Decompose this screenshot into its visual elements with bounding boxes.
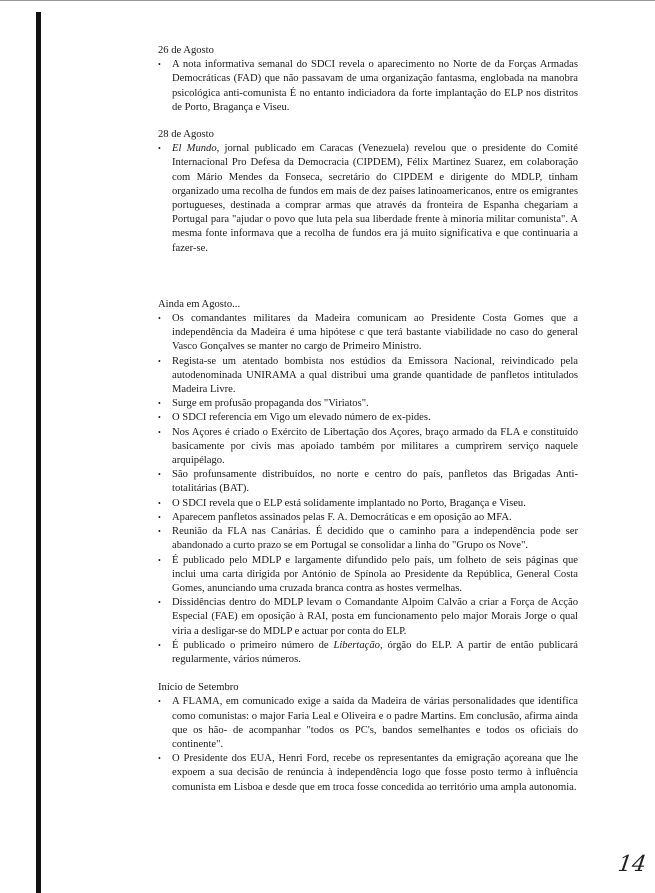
list-item-text: Dissidências dentro do MDLP levam o Comandante Alpoim Calvão a criar a Força de Acção Especial (FAE) em oposição à RAI, posta em funcionamento pelo major Morais Jorge o qual viria a desligar-se do MDLP e actuar por conta do ELP. [172, 597, 578, 637]
list-item-text: Nos Açores é criado o Exército de Libertação dos Açores, braço armado da FLA e constituído basicamente por civis mas apoiado também por militares a cumprirem serviço naquele arquipélago. [172, 426, 578, 467]
list-item [158, 639, 578, 667]
bullet-icon: • [158, 427, 161, 437]
bullet-icon: • [158, 498, 161, 508]
list-item [158, 468, 578, 496]
section-28-agosto [158, 128, 578, 256]
section-heading: 28 de Agosto [158, 129, 214, 141]
binding-margin-line [36, 12, 41, 893]
bullet-icon: • [158, 314, 161, 324]
document-body [158, 44, 578, 795]
page-top-edge [0, 0, 655, 1]
section-26-agosto [158, 44, 578, 115]
bullet-icon: • [158, 399, 161, 409]
list-item [158, 497, 578, 511]
publication-title: Libertação [333, 639, 380, 651]
section-heading: Início de Setembro [158, 682, 239, 694]
list-item [158, 142, 578, 256]
bullet-icon: • [158, 640, 161, 650]
bullet-list [158, 142, 578, 256]
list-item [158, 554, 578, 597]
list-item [158, 596, 578, 639]
list-item-text: Os comandantes militares da Madeira comunicam ao Presidente Costa Gomes que a independência da Madeira é uma hipótese c que terá bastante viabilidade no caso do general Vasco Gonçalves se manter no cargo de Primeiro Ministro. [172, 313, 578, 353]
list-item [158, 426, 578, 469]
section-heading: Ainda em Agosto... [158, 298, 241, 310]
list-item [158, 312, 578, 355]
bullet-list [158, 58, 578, 115]
bullet-icon: • [158, 60, 161, 70]
list-item-text: São profunsamente distribuídos, no norte e centro do país, panfletos das Brigadas Anti-totalitárias (BAT). [172, 469, 578, 495]
list-item-text: O Presidente dos EUA, Henri Ford, recebe os representantes da emigração açoreana que lhe expoem a sua decisão de renúncia à independência logo que fosse posto termo à influência comunista em Lisboa e desde que em troca fosse concedida ao território uma ampla autonomia. [172, 753, 578, 793]
bullet-icon: • [158, 555, 161, 565]
bullet-icon: • [158, 697, 161, 707]
bullet-icon: • [158, 470, 161, 480]
list-item-text: Surge em profusão propaganda dos "Viriatos". [172, 398, 369, 410]
publication-title: El Mundo [172, 143, 217, 155]
list-item [158, 355, 578, 398]
bullet-icon: • [158, 754, 161, 764]
list-item-text: A nota informativa semanal do SDCI revela o aparecimento no Norte de da Forças Armadas Democráticas (FAD) que não passavam de uma organização fantasma, englobada na manobra psicológica anti-comunista É no entanto indiciadora da forte implantação do ELP nos distritos de Porto, Bragança e Viseu. [172, 59, 578, 113]
list-item-text: , jornal publicado em Caracas (Venezuela) revelou que o presidente do Comité Internacional Pro Defesa da Democracia (CIPDEM), Félix Martinez Suarez, em colaboração com Mário Mendes da Fonseca, secretário do CIPDEM e dirigente do MDLP, tinham organizado uma recolha de fundos em mais de dez países latinoamericanos, entre os emigrantes portugueses, destinada a comprar armas que através da fronteira de Espanha chegariam a Portugal para "ajudar o povo que luta pela sua liberdade frente à minoria militar comunista". A mesma fonte informava que a recolha de fundos era já muito significativa e que continuaria a fazer-se. [172, 143, 578, 254]
bullet-icon: • [158, 512, 161, 522]
list-item-text: O SDCI referencia em Vigo um elevado número de ex-pides. [172, 412, 431, 424]
section-ainda-em-agosto [158, 298, 578, 667]
list-item [158, 397, 578, 411]
section-inicio-de-setembro [158, 681, 578, 795]
list-item [158, 695, 578, 752]
bullet-icon: • [158, 144, 161, 154]
list-item [158, 511, 578, 525]
handwritten-page-number: 14 [616, 852, 648, 877]
list-item-text: É publicado o primeiro número de [172, 639, 334, 651]
list-item [158, 411, 578, 425]
list-item-text: O SDCI revela que o ELP está solidamente implantado no Porto, Bragança e Viseu. [172, 497, 526, 509]
list-item [158, 525, 578, 553]
list-item-text: A FLAMA, em comunicado exige a saída da Madeira de várias personalidades que identifica como comunistas: o major Faria Leal e Oliveira e o padre Martins. Em conclusão, afirma ainda que os hão- de acompanhar "todos os PC's, bandos semelhantes e todos os oficiais do continente". [172, 696, 578, 750]
list-item [158, 752, 578, 795]
bullet-icon: • [158, 413, 161, 423]
list-item-text: Reunião da FLA nas Canárias. É decidido que o caminho para a independência pode ser abandonado a curto prazo se em Portugal se consolidar a linha do "Grupo os Nove". [172, 526, 578, 552]
bullet-list [158, 695, 578, 794]
list-item-text: , órgão do ELP. A partir de então publicará regularmente, vários números. [172, 639, 578, 665]
bullet-icon: • [158, 356, 161, 366]
section-heading: 26 de Agosto [158, 45, 214, 56]
list-item [158, 58, 578, 115]
list-item-text: É publicado pelo MDLP e largamente difundido pelo país, um folheto de seis páginas que inclui uma carta dirigida por António de Spínola ao Presidente da República, General Costa Gomes, anunciando uma cruzada branca contra as hostes vermelhas. [172, 554, 578, 594]
list-item-text: Aparecem panfletos assinados pelas F. A. Democráticas e em oposição ao MFA. [172, 511, 512, 523]
list-item-text: Regista-se um atentado bombista nos estúdios da Emissora Nacional, reivindicado pela autodenominada UNIRAMA a qual distribui uma grande quantidade de panfletos intitulados Madeira Livre. [172, 355, 578, 396]
bullet-list [158, 312, 578, 667]
bullet-icon: • [158, 527, 161, 537]
bullet-icon: • [158, 598, 161, 608]
